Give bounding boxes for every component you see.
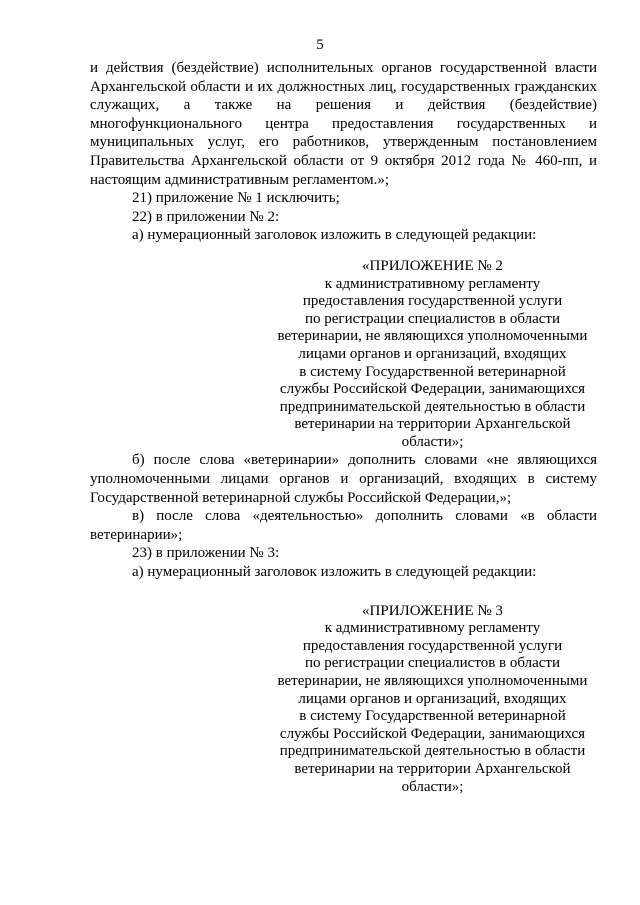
item-23-a: а) нумерационный заголовок изложить в следующей редакции: <box>132 564 537 581</box>
item-22-b: б) после слова «ветеринарии» дополнить словами «не являющихся уполномоченными лицами органов и организаций, входящих в систему Государственной ветеринарной службы Российской Федерации,»; <box>90 452 597 506</box>
appendix-2-line: области»; <box>401 433 464 450</box>
appendix-3-line: «ПРИЛОЖЕНИЕ № 3 <box>362 602 503 619</box>
page-number: 5 <box>316 37 324 53</box>
appendix-2-line: предоставления государственной услуги <box>302 293 563 310</box>
appendix-3-line: службы Российской Федерации, занимающихся <box>279 725 586 742</box>
appendix-3-heading <box>268 603 597 797</box>
document-body <box>90 59 597 796</box>
appendix-3-line: к административному регламенту <box>324 620 541 637</box>
appendix-3-line: области»; <box>401 778 464 795</box>
item-21: 21) приложение № 1 исключить; <box>132 190 340 207</box>
appendix-2-line: предпринимательской деятельностью в области <box>279 398 586 415</box>
appendix-3-line: по регистрации специалистов в области <box>304 655 561 672</box>
appendix-2-line: по регистрации специалистов в области <box>304 310 561 327</box>
appendix-2-line: к административному регламенту <box>324 275 541 292</box>
appendix-2-line: службы Российской Федерации, занимающихся <box>279 381 586 398</box>
intro-paragraph: и действия (бездействие) исполнительных органов государственной власти Архангельской области и их должностных лиц, государственных гражданских служащих, а также на решения и действия (бездействие) многофункционального центра предоставления государственных и муниципальных услуг, его работников, утвержденным постановлением Правительства Архангельской области от 9 октября 2012 года № 460-пп, и настоящим административным регламентом.»; <box>90 60 597 188</box>
appendix-3-line: ветеринарии, не являющихся уполномоченными <box>277 673 588 689</box>
item-22-a: а) нумерационный заголовок изложить в следующей редакции: <box>132 227 537 244</box>
appendix-3-line: в систему Государственной ветеринарной <box>299 708 566 725</box>
appendix-2-line: ветеринарии на территории Архангельской <box>294 416 571 433</box>
item-23: 23) в приложении № 3: <box>132 545 280 562</box>
appendix-2-line: «ПРИЛОЖЕНИЕ № 2 <box>362 257 503 274</box>
appendix-3-line: предоставления государственной услуги <box>302 637 563 654</box>
appendix-3-line: предпринимательской деятельностью в области <box>279 743 586 760</box>
appendix-3-line: ветеринарии на территории Архангельской <box>294 760 571 777</box>
appendix-2-line: лицами органов и организаций, входящих <box>298 345 567 362</box>
item-22: 22) в приложении № 2: <box>132 208 280 225</box>
appendix-3-line: лицами органов и организаций, входящих <box>298 690 567 707</box>
appendix-2-line: в систему Государственной ветеринарной <box>299 363 566 380</box>
appendix-2-line: ветеринарии, не являющихся уполномоченными <box>277 328 588 345</box>
appendix-2-heading <box>268 258 597 452</box>
item-22-v: в) после слова «деятельностью» дополнить словами «в области ветеринарии»; <box>90 508 597 543</box>
